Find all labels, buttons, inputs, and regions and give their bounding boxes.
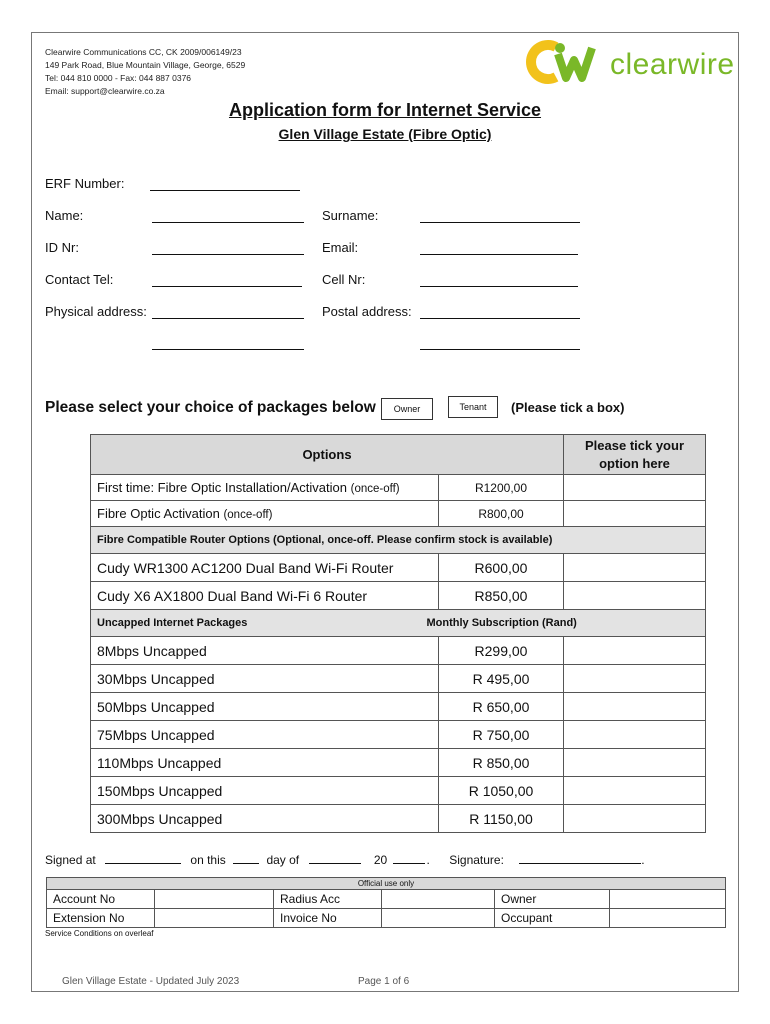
- email-input-line[interactable]: [420, 254, 578, 255]
- logo-wordmark: clearwire: [610, 48, 735, 81]
- table-row: [91, 805, 706, 833]
- table-row: [91, 582, 706, 610]
- name-input-line[interactable]: [152, 222, 304, 223]
- uncapped-section-header: [91, 610, 706, 637]
- company-details: [45, 46, 245, 98]
- clearwire-logo: [524, 38, 734, 86]
- name-label: Name:: [45, 208, 84, 223]
- tick-header: Please tick your option here: [564, 435, 706, 475]
- id-input-line[interactable]: [152, 254, 304, 255]
- tick-cell[interactable]: [564, 721, 706, 749]
- contact-input-line[interactable]: [152, 286, 302, 287]
- cell-input-line[interactable]: [420, 286, 578, 287]
- cw-logo-icon: [524, 38, 610, 86]
- table-row: [91, 501, 706, 527]
- option-price: R 650,00: [439, 693, 564, 721]
- signature-line: Signed at on this day of 20 . Signature: .: [45, 853, 645, 867]
- page-title: Application form for Internet Service: [228, 100, 542, 120]
- option-label: 150Mbps Uncapped: [91, 777, 439, 805]
- option-price: R800,00: [439, 501, 564, 527]
- radius-acc-value[interactable]: [382, 890, 495, 909]
- option-label: 300Mbps Uncapped: [91, 805, 439, 833]
- option-price: R1200,00: [439, 475, 564, 501]
- option-label: 50Mbps Uncapped: [91, 693, 439, 721]
- signature-input[interactable]: [519, 863, 641, 864]
- table-row: [91, 637, 706, 665]
- option-price: R299,00: [439, 637, 564, 665]
- option-label: 8Mbps Uncapped: [91, 637, 439, 665]
- tick-cell[interactable]: [564, 665, 706, 693]
- service-conditions-note: Service Conditions on overleaf: [45, 929, 154, 938]
- table-row: [91, 721, 706, 749]
- tick-box-note: (Please tick a box): [511, 400, 625, 415]
- owner-checkbox[interactable]: Owner: [381, 398, 433, 420]
- account-no-label: Account No: [47, 890, 155, 909]
- footer-page-number: Page 1 of 6: [358, 976, 410, 987]
- account-no-value[interactable]: [155, 890, 274, 909]
- erf-input-line[interactable]: [150, 190, 300, 191]
- tick-cell[interactable]: [564, 475, 706, 501]
- company-phone: Tel: 044 810 0000 - Fax: 044 887 0376: [45, 73, 192, 83]
- option-price: R850,00: [439, 582, 564, 610]
- table-row: [91, 475, 706, 501]
- table-row: [91, 749, 706, 777]
- signed-at-input[interactable]: [105, 863, 181, 864]
- option-price: R 1150,00: [439, 805, 564, 833]
- table-row: [91, 693, 706, 721]
- physical-address-label: Physical address:: [45, 304, 147, 319]
- tick-cell[interactable]: [564, 805, 706, 833]
- physical-address-line-1[interactable]: [152, 318, 304, 319]
- extension-no-value[interactable]: [155, 909, 274, 928]
- tick-cell[interactable]: [564, 693, 706, 721]
- option-label: Cudy X6 AX1800 Dual Band Wi-Fi 6 Router: [91, 582, 439, 610]
- owner-label: Owner: [495, 890, 610, 909]
- tick-cell[interactable]: [564, 582, 706, 610]
- surname-label: Surname:: [322, 208, 379, 223]
- company-name: Clearwire Communications CC, CK 2009/006149/23: [45, 47, 242, 57]
- surname-input-line[interactable]: [420, 222, 580, 223]
- year-input[interactable]: [393, 863, 425, 864]
- options-header: Options: [91, 435, 564, 475]
- table-header-row: [91, 435, 706, 475]
- packages-table: [90, 434, 706, 833]
- option-label: 110Mbps Uncapped: [91, 749, 439, 777]
- company-address: 149 Park Road, Blue Mountain Village, George, 6529: [45, 60, 246, 70]
- table-row: [91, 777, 706, 805]
- tick-cell[interactable]: [564, 501, 706, 527]
- month-input[interactable]: [309, 863, 361, 864]
- page-subtitle: Glen Village Estate (Fibre Optic): [278, 126, 492, 142]
- erf-label: ERF Number:: [45, 176, 125, 191]
- company-email: Email: support@clearwire.co.za: [45, 86, 165, 96]
- table-row: [91, 665, 706, 693]
- option-label: 30Mbps Uncapped: [91, 665, 439, 693]
- postal-address-line-2[interactable]: [420, 349, 580, 350]
- table-row: [91, 554, 706, 582]
- option-price: R 495,00: [439, 665, 564, 693]
- option-label: First time: Fibre Optic Installation/Activation (once-off): [91, 475, 439, 501]
- radius-acc-label: Radius Acc: [274, 890, 382, 909]
- physical-address-line-2[interactable]: [152, 349, 304, 350]
- invoice-no-value[interactable]: [382, 909, 495, 928]
- option-price: R 750,00: [439, 721, 564, 749]
- packages-heading: Please select your choice of packages below: [45, 399, 376, 416]
- router-section-header: Fibre Compatible Router Options (Optional, once-off. Please confirm stock is available): [91, 527, 706, 554]
- id-label: ID Nr:: [45, 240, 79, 255]
- monthly-header: Monthly Subscription (Rand): [439, 610, 706, 637]
- email-label: Email:: [322, 240, 359, 255]
- uncapped-header: Uncapped Internet Packages: [91, 610, 439, 637]
- option-price: R 850,00: [439, 749, 564, 777]
- cell-label: Cell Nr:: [322, 272, 366, 287]
- occupant-label: Occupant: [495, 909, 610, 928]
- table-row: [47, 909, 726, 928]
- extension-no-label: Extension No: [47, 909, 155, 928]
- tick-cell[interactable]: [564, 637, 706, 665]
- invoice-no-label: Invoice No: [274, 909, 382, 928]
- official-use-header: Official use only: [47, 878, 726, 890]
- day-input[interactable]: [233, 863, 259, 864]
- postal-address-label: Postal address:: [322, 304, 412, 319]
- contact-label: Contact Tel:: [45, 272, 114, 287]
- footer-left: Glen Village Estate - Updated July 2023: [62, 976, 240, 987]
- postal-address-line-1[interactable]: [420, 318, 580, 319]
- option-label: Cudy WR1300 AC1200 Dual Band Wi-Fi Router: [91, 554, 439, 582]
- owner-value[interactable]: [610, 890, 726, 909]
- option-price: R 1050,00: [439, 777, 564, 805]
- tenant-checkbox[interactable]: Tenant: [448, 396, 498, 418]
- option-price: R600,00: [439, 554, 564, 582]
- tick-cell[interactable]: [564, 554, 706, 582]
- tick-cell[interactable]: [564, 777, 706, 805]
- table-row: [47, 890, 726, 909]
- occupant-value[interactable]: [610, 909, 726, 928]
- option-label: 75Mbps Uncapped: [91, 721, 439, 749]
- tick-cell[interactable]: [564, 749, 706, 777]
- option-label: Fibre Optic Activation (once-off): [91, 501, 439, 527]
- official-use-table: [46, 877, 726, 928]
